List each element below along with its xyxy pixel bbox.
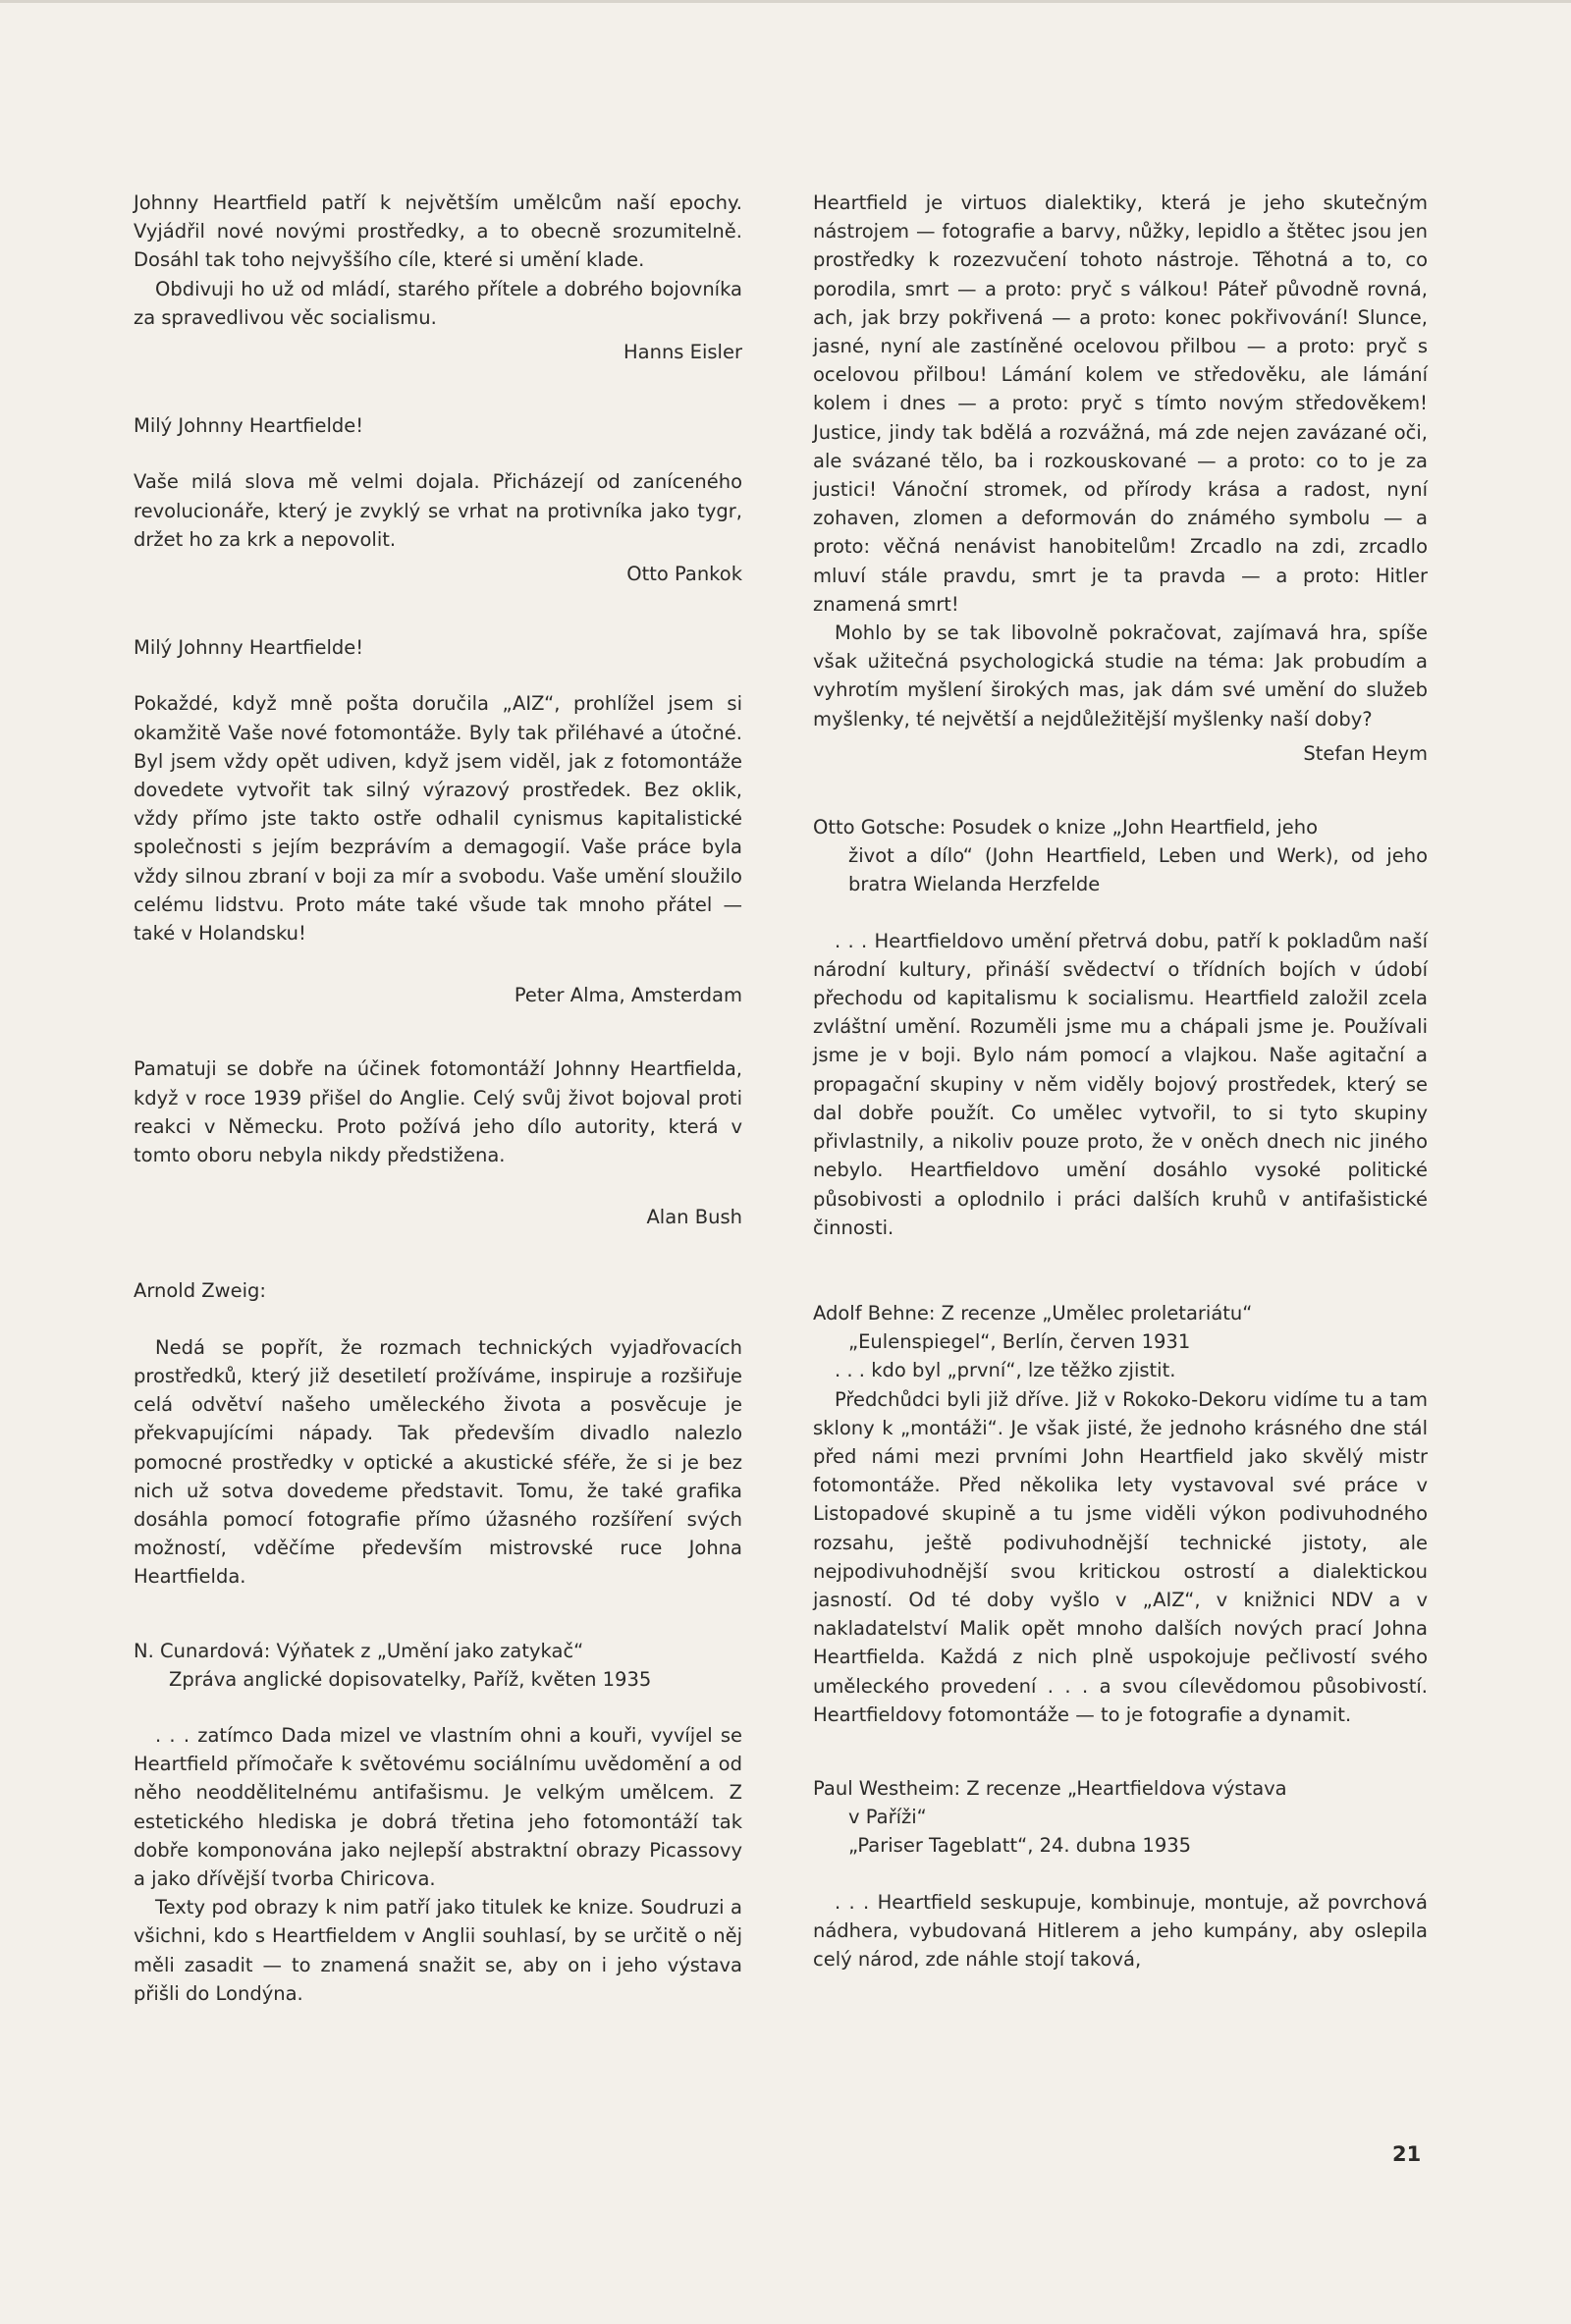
heym-signature: Stefan Heym bbox=[1303, 741, 1428, 765]
westheim-review bbox=[813, 1774, 1428, 1973]
gotsche-paragraph: . . . Heartfieldovo umění přetrvá dobu, patří k pokladům naší národní kultury, přináší svědectví o třídních bojích v údobí přechodu od kapitalismu k socialismu. Heartfield založil zcela zvláštní umění. Rozuměli jsme mu a chápali jsme je. Používali jsme je v boji. Bylo nám pomocí a vlajkou. Naše agitační a propagační skupiny v něm viděly bojový prostředek, který se dal dobře použít. Co umělec vytvořil, to si tyto skupiny přivlastnily, a nikoliv pouze proto, že v oněch dnech nic jiného nebylo. Heartfieldovo umění dosáhlo vysoké politické působivosti a oplodnilo i práci dalších kruhů v antifašistické činnosti. bbox=[813, 929, 1428, 1239]
pankok-salutation: Milý Johnny Heartfielde! bbox=[134, 414, 364, 438]
behne-heading: Adolf Behne: Z recenze „Umělec proletariátu“ bbox=[813, 1301, 1253, 1324]
top-edge-rule bbox=[0, 0, 1571, 3]
cunard-subheading: Zpráva anglické dopisovatelky, Paříž, květen 1935 bbox=[169, 1667, 652, 1691]
cunard-paragraph-2: Texty pod obrazy k nim patří jako titulek ke knize. Soudruzi a všichni, kdo s Heartfieldem v Anglii souhlasí, by se určitě o něj měli zasadit — to znamená snažit se, aby on i jeho výstava přišli do Londýna. bbox=[134, 1896, 742, 2005]
zweig-tribute bbox=[134, 1276, 742, 1591]
westheim-heading-continued: v Paříži“ bbox=[848, 1806, 927, 1829]
alma-salutation: Milý Johnny Heartfielde! bbox=[134, 636, 364, 660]
behne-subheading: „Eulenspiegel“, Berlín, červen 1931 bbox=[848, 1330, 1191, 1354]
bush-tribute bbox=[134, 1054, 742, 1231]
heym-tribute bbox=[813, 189, 1428, 768]
eisler-tribute bbox=[134, 189, 742, 366]
bush-paragraph: Pamatuji se dobře na účinek fotomontáží Johnny Heartfielda, když v roce 1939 přišel do Anglie. Celý svůj život bojoval proti reakci v Německu. Proto požívá jeho dílo autority, která v tomto oboru nebyla nikdy předstižena. bbox=[134, 1057, 742, 1167]
cunard-excerpt bbox=[134, 1637, 742, 2008]
behne-paragraph-2: Předchůdci byli již dříve. Již v Rokoko-Dekoru vidíme tu a tam sklony k „montáži“. Je však jisté, že jednoho krásného dne stál před námi mezi prvními John Heartfield jako skvělý mistr fotomontáže. Před několika lety vystavoval své práce v Listopadové skupině a tu jsme viděli výkon podivuhodného rozsahu, ještě podivuhodnější technické jistoty, ale nejpodivuhodnější svou kritickou ostrostí a dialektickou jasností. Od té doby vyšlo v „AIZ“, v knižnici NDV a v nakladatelství Malik opět mnoho dalších nových prací Johna Heartfielda. Každá z nich plně uspokojuje pečlivostí svého uměleckého provedení . . . a svou cílevědomou působivostí. Heartfieldovy fotomontáže — to je fotografie a dynamit. bbox=[813, 1387, 1428, 1726]
zweig-paragraph: Nedá se popřít, že rozmach technických vyjadřovacích prostředků, který již desetiletí prožíváme, inspiruje a rozšiřuje celá odvětví našeho uměleckého života a posvěcuje je překvapujícími nápady. Tak především divadlo nalezlo pomocné prostředky v optické a akustické sféře, že si je bez nich už sotva dovedeme představit. Tomu, že také grafika dosáhla pomocí fotografie přímo úžasného rozšíření svých možností, vděčíme především mistrovské ruce Johna Heartfielda. bbox=[134, 1335, 742, 1589]
cunard-paragraph-1: . . . zatímco Dada mizel ve vlastním ohni a kouři, vyvíjel se Heartfield přímočaře k světovému sociálnímu uvědomění a od něho neoddělitelnému antifašismu. Je velkým umělcem. Z estetického hlediska je dobrá třetina jeho fotomontáží tak dobře komponována jako nejlepší abstraktní obrazy Picassovy a jako dřívější tvorba Chiricova. bbox=[134, 1723, 742, 1890]
page-number: 21 bbox=[1392, 2142, 1422, 2166]
zweig-heading: Arnold Zweig: bbox=[134, 1279, 266, 1303]
eisler-paragraph-1: Johnny Heartfield patří k největším umělcům naší epochy. Vyjádřil nové novými prostředky, a to obecně srozumitelně. Dosáhl tak toho nejvyššího cíle, které si umění klade. bbox=[134, 191, 742, 272]
westheim-paragraph: . . . Heartfield seskupuje, kombinuje, montuje, až povrchová nádhera, vybudovaná Hitlerem a jeho kumpány, aby oslepila celý národ, zde náhle stojí taková, bbox=[813, 1890, 1428, 1971]
bush-signature: Alan Bush bbox=[646, 1206, 742, 1229]
eisler-paragraph-2: Obdivuji ho už od mládí, starého přítele a dobrého bojovníka za spravedlivou věc socialismu. bbox=[134, 277, 742, 329]
heym-paragraph-1: Heartfield je virtuos dialektiky, která je jeho skutečným nástrojem — fotografie a barvy, nůžky, lepidlo a štětec jsou jen prostředky k rozezvučení tohoto nástroje. Těhotná a to, co porodila, smrt — a proto: pryč s válkou! Páteř původně rovná, ach, jak brzy pokřivená — a proto: konec pokřivování! Slunce, jasné, nyní ale zastíněné ocelovou přilbou — a proto: pryč s ocelovou přilbou! Lámání kolem ve středověku, ale lámání kolem i dnes — a proto: pryč s tímto novým středověkem! Justice, jindy tak bdělá a rozvážná, má zde nejen zavázané oči, ale svázané tělo, ba i rozkouskované — a proto: co to je za justici! Vánoční stromek, od přírody krása a radost, nyní zohaven, zlomen a deformován do známého symbolu — a proto: věčná nenávist hanobitelům! Zrcadlo na zdi, zrcadlo mluví stále pravdu, smrt je ta pravda — a proto: Hitler znamená smrt! bbox=[813, 191, 1428, 616]
gotsche-review bbox=[813, 813, 1428, 1242]
behne-paragraph-1: . . . kdo byl „první“, lze těžko zjistit. bbox=[835, 1359, 1176, 1382]
behne-review bbox=[813, 1299, 1428, 1729]
westheim-subheading: „Pariser Tageblatt“, 24. dubna 1935 bbox=[848, 1834, 1192, 1858]
alma-signature: Peter Alma, Amsterdam bbox=[514, 984, 742, 1007]
alma-paragraph: Pokaždé, když mně pošta doručila „AIZ“, prohlížel jsem si okamžitě Vaše nové fotomontáže. Byly tak přiléhavé a útočné. Byl jsem vždy opět udiven, když jsem viděl, jak z fotomontáže dovedete vytvořit tak silný výrazový prostředek. Bez oklik, vždy přímo jste takto ostře odhalil cynismus kapitalistické společnosti s jejím bezprávím a demagogií. Vaše práce byla vždy silnou zbraní v boji za mír a svobodu. Vaše umění sloužilo celému lidstvu. Proto máte také všude tak mnoho přátel — také v Holandsku! bbox=[134, 692, 742, 946]
pankok-letter bbox=[134, 411, 742, 588]
pankok-signature: Otto Pankok bbox=[626, 563, 742, 586]
eisler-signature: Hanns Eisler bbox=[623, 341, 742, 364]
heym-paragraph-2: Mohlo by se tak libovolně pokračovat, zajímavá hra, spíše však užitečná psychologická studie na téma: Jak probudím a vyhrotím myšlení širokých mas, jak dám své umění do služeb myšlenky, té největší a nejdůležitější myšlenky naší doby? bbox=[813, 622, 1428, 730]
gotsche-heading-continued: život a dílo“ (John Heartfield, Leben und Werk), od jeho bratra Wielanda Herzfelde bbox=[848, 844, 1428, 896]
gotsche-heading: Otto Gotsche: Posudek o knize „John Heartfield, jeho bbox=[813, 816, 1319, 839]
pankok-paragraph: Vaše milá slova mě velmi dojala. Přicházejí od zaníceného revolucionáře, který je zvyklý se vrhat na protivníka jako tygr, držet ho za krk a nepovolit. bbox=[134, 470, 742, 551]
cunard-heading: N. Cunardová: Výňatek z „Umění jako zatykač“ bbox=[134, 1639, 584, 1662]
westheim-heading: Paul Westheim: Z recenze „Heartfieldova výstava bbox=[813, 1776, 1287, 1800]
left-column bbox=[134, 189, 742, 2008]
right-column bbox=[813, 189, 1428, 1973]
alma-letter bbox=[134, 633, 742, 1009]
